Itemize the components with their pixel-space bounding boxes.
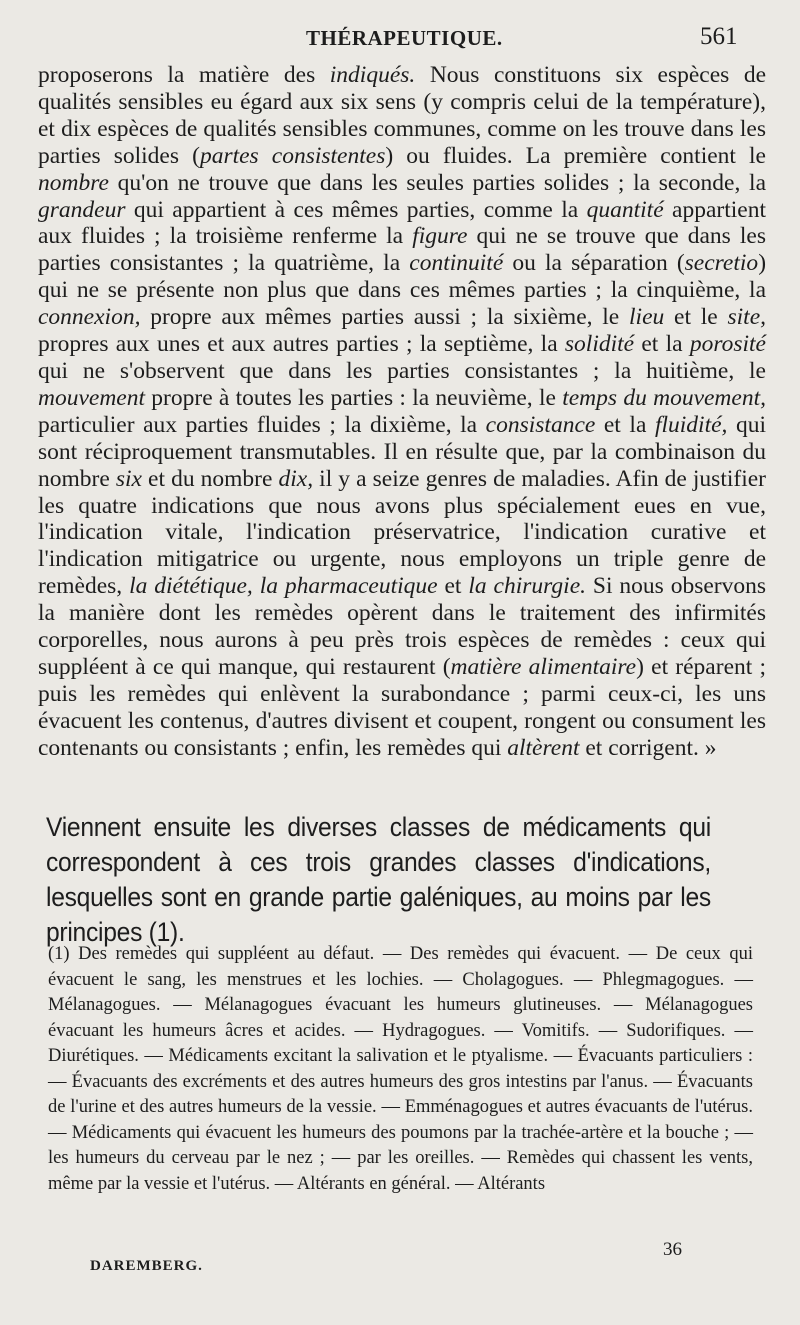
italic-term: secretio (684, 250, 759, 277)
text-run: qui ne se trouve que dans les parties consistantes ; la quatrième, la (38, 223, 766, 277)
italic-term: fluidité, (654, 411, 728, 438)
italic-term: porosité (689, 331, 766, 358)
text-run: ) et réparent ; puis les remèdes qui enlèvent la surabondance ; parmi ceux-ci, les uns évacuent les contenus, d'autres divisent et coupent, rongent ou consument les contenants ou consistants ; enfin, les remèdes qui (38, 653, 766, 761)
italic-term: indiqués. (329, 62, 416, 88)
text-run: proposerons la matière des (38, 62, 330, 88)
text-run: et le (664, 304, 728, 331)
italic-term: solidité (564, 331, 635, 358)
italic-term: la diététique, la pharmaceutique (129, 573, 438, 600)
main-paragraph-text (38, 62, 766, 762)
text-run: qui ne s'observent que dans les parties consistantes ; la huitième, le (38, 357, 766, 384)
italic-term: temps du mouvement, (562, 384, 766, 411)
italic-term: nombre (38, 169, 109, 196)
italic-term: site, (727, 304, 767, 331)
text-run: appartient aux fluides ; la troisième renferme la (38, 196, 766, 250)
italic-term: lieu (629, 304, 665, 331)
text-run: ou la séparation ( (503, 250, 685, 277)
text-run: Si nous observons la manière dont les remèdes opèrent dans le traitement des infirmités corporelles, nous aurons à peu près trois espèces de remèdes : ceux qui suppléent à ce qui manque, qui restaurent ( (38, 573, 767, 680)
text-run: propre à toutes les parties : la neuvième, le (145, 384, 563, 411)
running-head (0, 18, 800, 58)
italic-term: six (115, 465, 142, 492)
text-run: qui sont réciproquement transmutables. Il en résulte que, par la combinaison du nombre (38, 411, 767, 492)
sheet-number: 36 (663, 1239, 682, 1260)
text-run: propres aux unes et aux autres parties ; la septième, la (38, 331, 565, 358)
italic-term: dix, (278, 465, 314, 492)
text-run: et la (634, 331, 690, 358)
text-run: Nous constituons six espèces de qualités sensibles eu égard aux six sens (y compris celui de la température), et dix espèces de qualités sensibles communes, comme on les trouve dans les parties solides ( (38, 62, 766, 169)
italic-term: partes consistentes (199, 142, 386, 169)
italic-term: grandeur (38, 196, 126, 223)
footnote (48, 942, 753, 1197)
italic-term: altèrent (507, 734, 580, 761)
italic-term: mouvement (38, 384, 146, 411)
text-run: et (437, 573, 469, 600)
text-run: propre aux mêmes parties aussi ; la sixième, le (140, 304, 630, 331)
italic-term: connexion, (38, 304, 141, 331)
text-run: qu'on ne trouve que dans les seules parties solides ; la seconde, la (108, 169, 766, 196)
text-run: particulier aux parties fluides ; la dixième, la (38, 411, 486, 438)
italic-term: quantité (586, 196, 664, 223)
large-type-paragraph (46, 810, 711, 950)
text-run: il y a seize genres de maladies. Afin de justifier les quatre indications que nous avons plus spécialement eues en vue, l'indication vitale, l'indication préservatrice, l'indication curative et l'indication mitigatrice ou urgente, nous employons un triple genre de remèdes, (38, 465, 766, 600)
text-run: ) ou fluides. La première contient le (385, 142, 766, 169)
text-run: ) qui ne se présente non plus que dans ces mêmes parties ; la cinquième, la (38, 250, 767, 304)
text-run: et corrigent. » (579, 734, 717, 761)
signature-mark: DAREMBERG. (90, 1258, 203, 1274)
footnote-text: (1) Des remèdes qui suppléent au défaut. — Des remèdes qui évacuent. — De ceux qui évacuent le sang, les menstrues et les lochies. — Cholagogues. — Phlegmagogues. — Mélanagogues. — Mélanagogues évacuant les humeurs glutineuses. — Mélanagogues évacuant les humeurs âcres et acides. — Hydragogues. — Vomitifs. — Sudorifiques. — Diurétiques. — Médicaments excitant la salivation et le ptyalisme. — Évacuants particuliers : — Évacuants des excréments et des autres humeurs des gros intestins par l'anus. — Évacuants de l'urine et des autres humeurs de la vessie. — Emménagogues et autres évacuants de l'utérus. — Médicaments qui évacuent les humeurs des poumons par la trachée-artère et la bouche ; — les humeurs du cerveau par le nez ; — par les oreilles. — Remèdes qui chassent les vents, même par la vessie et l'utérus. — Altérants en général. — Altérants (48, 944, 753, 1194)
text-run: et du nombre (141, 465, 279, 492)
italic-term: la chirurgie. (468, 573, 587, 600)
italic-term: matière alimentaire (450, 653, 637, 680)
italic-term: consistance (485, 411, 596, 438)
page-number: 561 (700, 23, 738, 50)
italic-term: figure (412, 223, 468, 250)
large-type-paragraph-text: Viennent ensuite les diverses classes de médicaments qui correspondent à ces trois grandes classes d'indications, lesquelles sont en grande partie galéniques, au moins par les principes (1). (46, 812, 711, 947)
main-paragraph (38, 62, 766, 762)
text-run: qui appartient à ces mêmes parties, comme la (125, 196, 587, 223)
running-title: THÉRAPEUTIQUE. (306, 26, 503, 50)
italic-term: continuité (409, 250, 504, 277)
text-run: et la (595, 411, 655, 438)
